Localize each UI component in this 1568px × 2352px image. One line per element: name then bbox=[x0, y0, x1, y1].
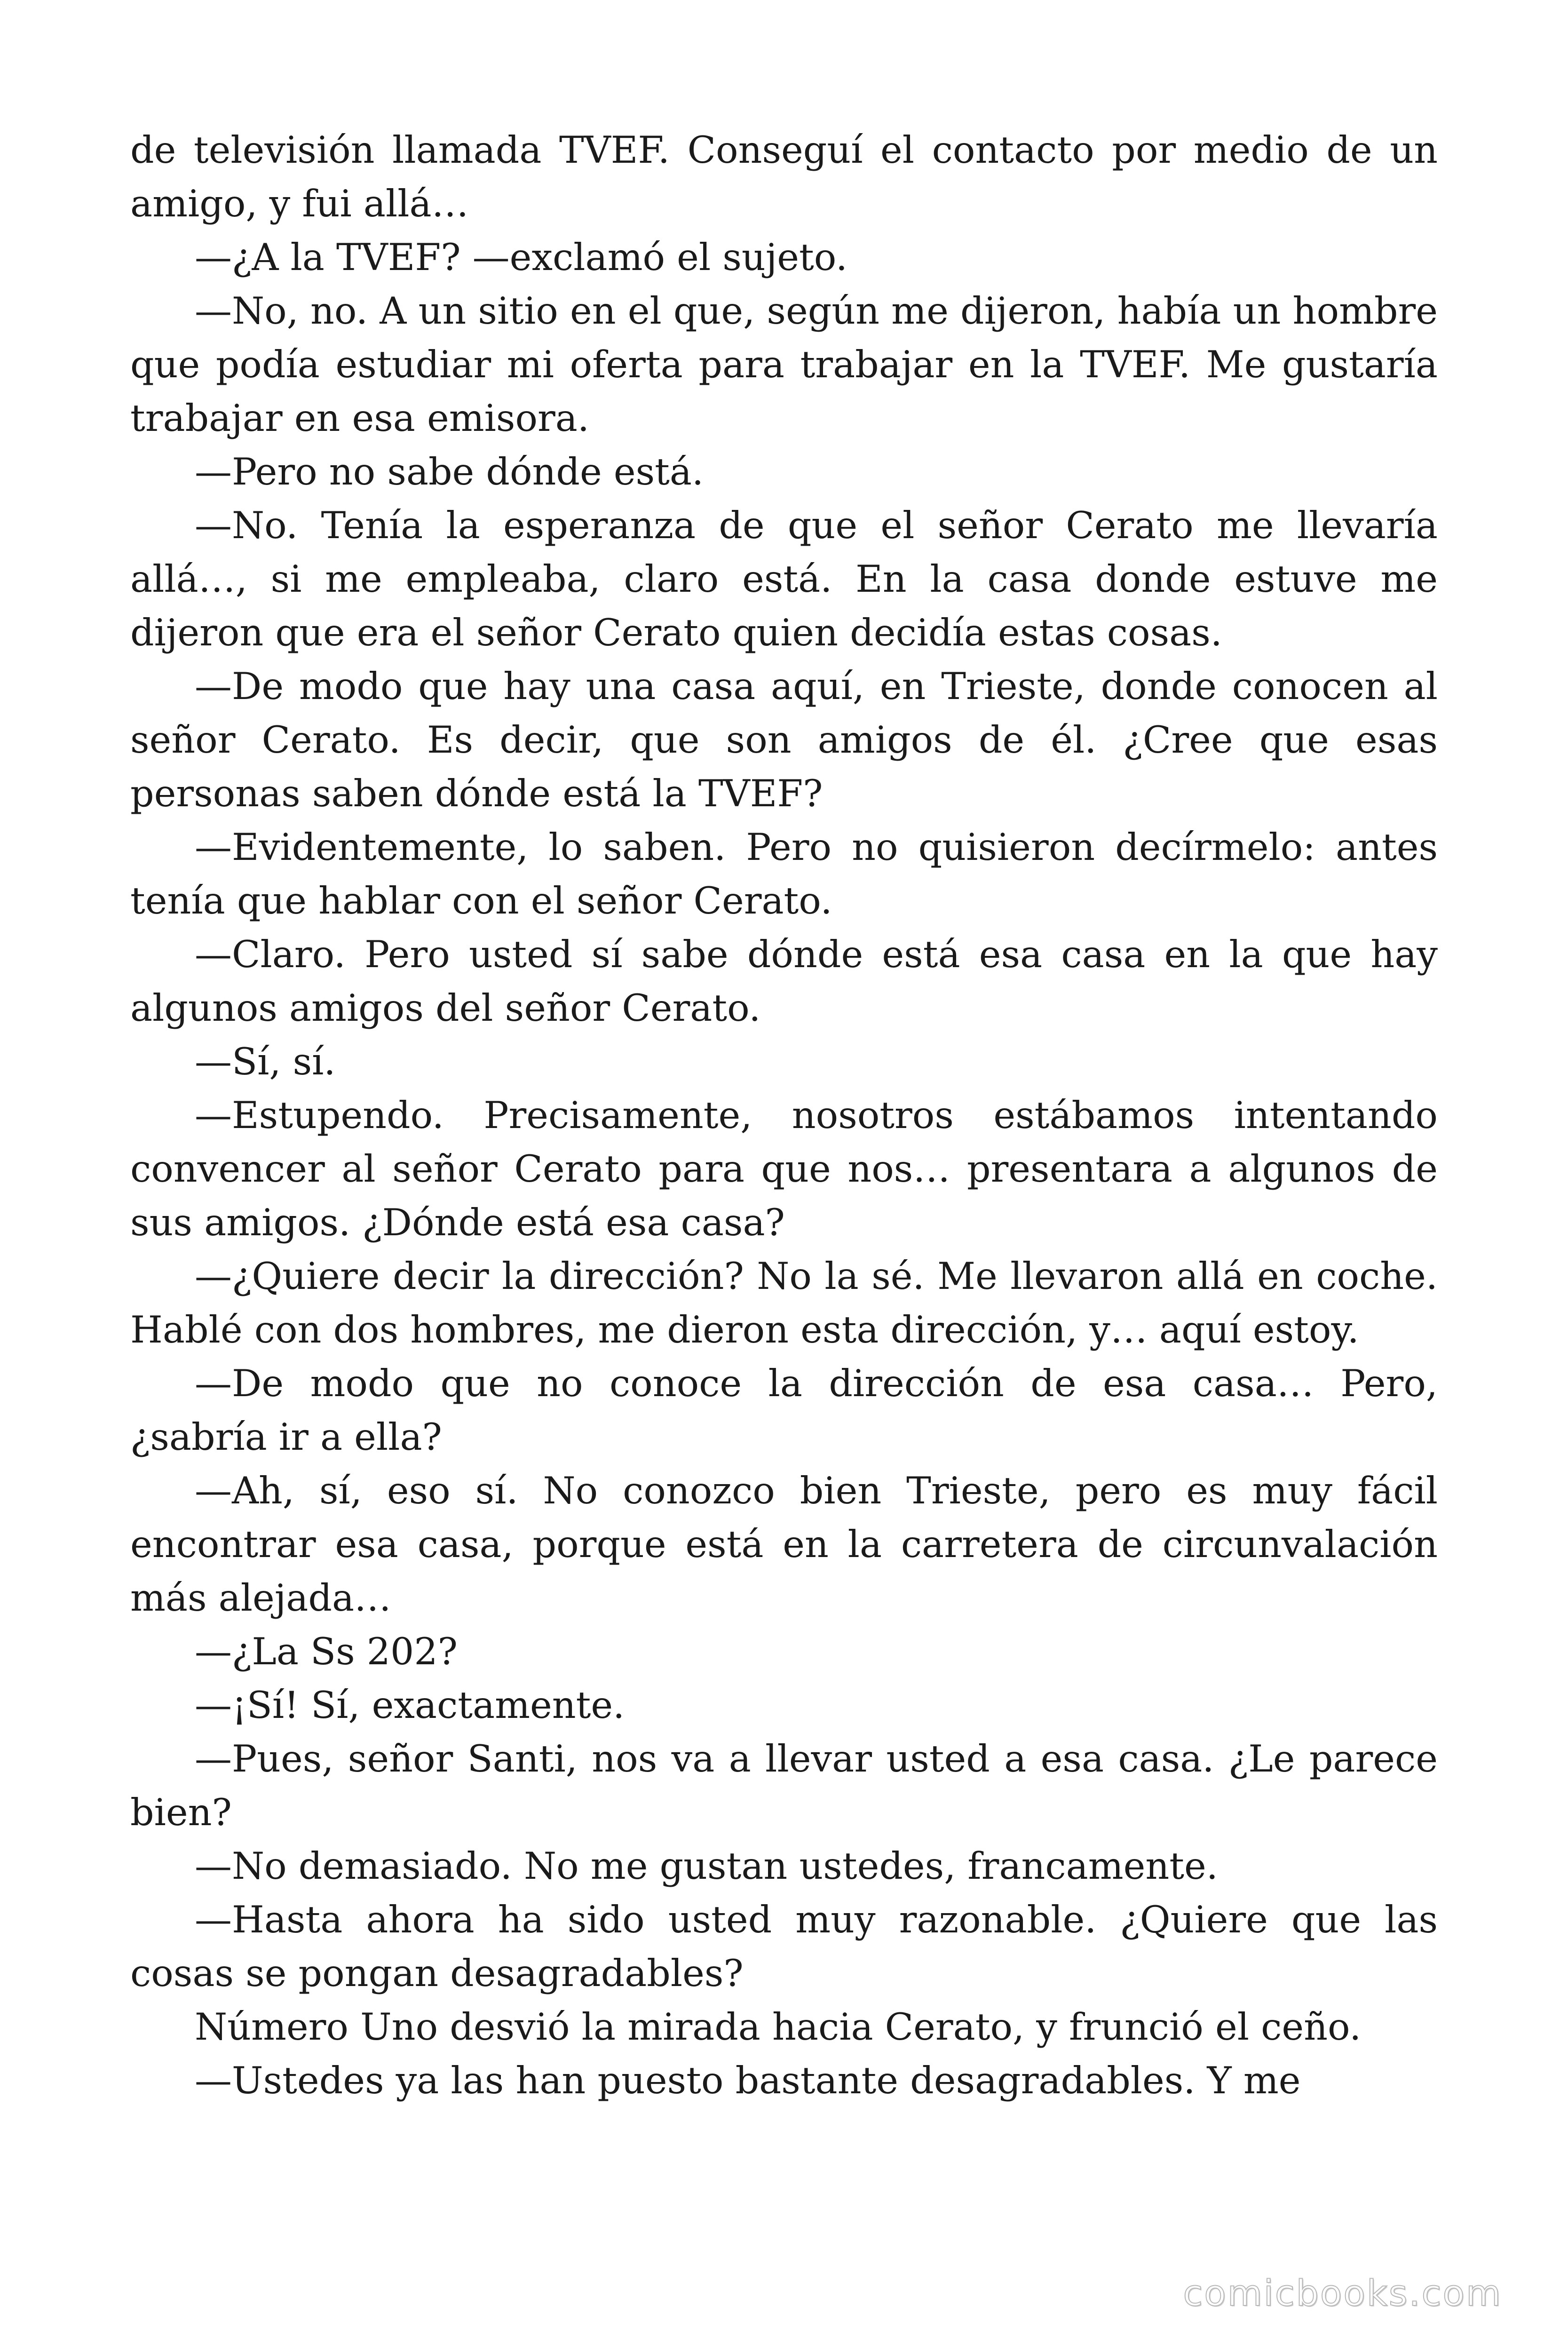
paragraph: —Claro. Pero usted sí sabe dónde está esa casa en la que hay algunos amigos del señor Cerato. bbox=[130, 933, 1438, 1030]
watermark: comicbooks.com bbox=[1183, 2272, 1502, 2314]
paragraph: —¿A la TVEF? —exclamó el sujeto. bbox=[195, 236, 848, 279]
paragraph: —Pues, señor Santi, nos va a llevar usted a esa casa. ¿Le parece bien? bbox=[130, 1737, 1438, 1834]
paragraph: —¡Sí! Sí, exactamente. bbox=[195, 1684, 625, 1727]
paragraph: —No. Tenía la esperanza de que el señor Cerato me llevaría allá…, si me empleaba, claro está. En la casa donde estuve me dijeron que era el señor Cerato quien decidía estas cosas. bbox=[130, 504, 1438, 654]
paragraph: —No demasiado. No me gustan ustedes, francamente. bbox=[195, 1844, 1218, 1888]
paragraph: —Pero no sabe dónde está. bbox=[195, 450, 704, 493]
paragraph: —Evidentemente, lo saben. Pero no quisieron decírmelo: antes tenía que hablar con el señor Cerato. bbox=[130, 826, 1438, 922]
paragraph: —¿Quiere decir la dirección? No la sé. Me llevaron allá en coche. Hablé con dos hombres, me dieron esta dirección, y… aquí estoy. bbox=[130, 1255, 1438, 1351]
paragraph: —Hasta ahora ha sido usted muy razonable. ¿Quiere que las cosas se pongan desagradables? bbox=[130, 1898, 1438, 1995]
paragraph: Número Uno desvió la mirada hacia Cerato, y frunció el ceño. bbox=[195, 2005, 1362, 2049]
paragraph: —De modo que hay una casa aquí, en Trieste, donde conocen al señor Cerato. Es decir, que son amigos de él. ¿Cree que esas personas saben dónde está la TVEF? bbox=[130, 665, 1438, 815]
paragraph: —No, no. A un sitio en el que, según me dijeron, había un hombre que podía estudiar mi oferta para trabajar en la TVEF. Me gustaría trabajar en esa emisora. bbox=[130, 289, 1438, 440]
paragraph: —Ustedes ya las han puesto bastante desagradables. Y me bbox=[195, 2059, 1301, 2102]
paragraph: —Estupendo. Precisamente, nosotros estábamos intentando convencer al señor Cerato para que nos… presentara a algunos de sus amigos. ¿Dónde está esa casa? bbox=[130, 1094, 1438, 1244]
page-text bbox=[130, 123, 1438, 2107]
paragraph: —Sí, sí. bbox=[195, 1040, 336, 1083]
paragraph: de televisión llamada TVEF. Conseguí el contacto por medio de un amigo, y fui allá… bbox=[130, 128, 1438, 225]
paragraph: —Ah, sí, eso sí. No conozco bien Trieste, pero es muy fácil encontrar esa casa, porque está en la carretera de circunvalación más alejada… bbox=[130, 1469, 1438, 1620]
paragraph: —De modo que no conoce la dirección de esa casa… Pero, ¿sabría ir a ella? bbox=[130, 1362, 1438, 1459]
paragraph: —¿La Ss 202? bbox=[195, 1630, 458, 1673]
